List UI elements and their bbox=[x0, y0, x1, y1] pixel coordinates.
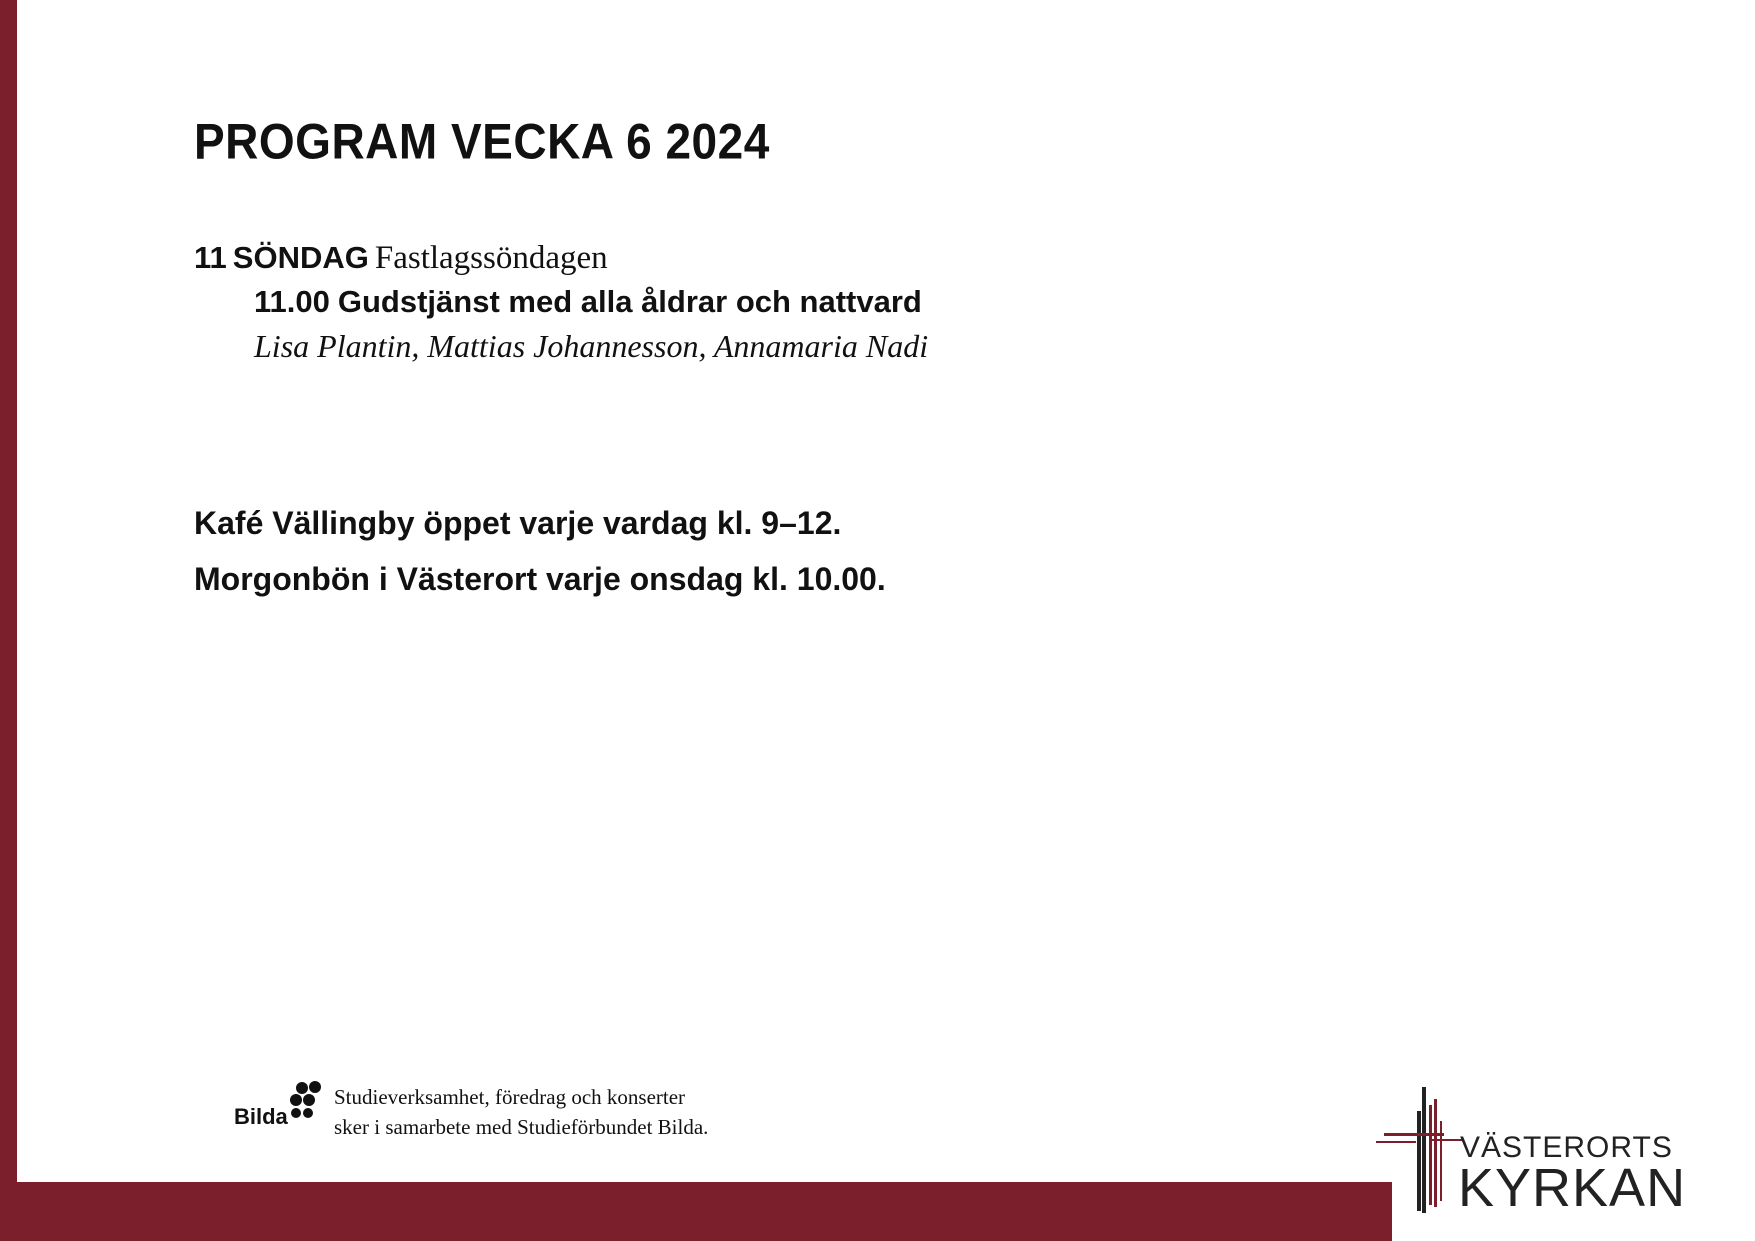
footer-line-1: Studieverksamhet, föredrag och konserter bbox=[334, 1085, 686, 1109]
bilda-logo bbox=[234, 1080, 329, 1132]
bottom-accent-bar bbox=[0, 1182, 1392, 1241]
day-name: SÖNDAG bbox=[232, 240, 369, 275]
bilda-dots-icon bbox=[286, 1080, 326, 1122]
footer-note bbox=[334, 1082, 708, 1142]
event-description: Gudstjänst med alla åldrar och nattvard bbox=[337, 284, 922, 319]
event-people: Lisa Plantin, Mattias Johannesson, Annamaria Nadi bbox=[254, 328, 929, 364]
day-subtitle: Fastlagssöndagen bbox=[374, 240, 608, 276]
event-time: 11.00 bbox=[254, 284, 330, 319]
page-title: PROGRAM VECKA 6 2024 bbox=[194, 113, 770, 170]
notice-cafe: Kafé Vällingby öppet varje vardag kl. 9–12. bbox=[194, 505, 842, 541]
vasterorts-kyrkan-logo bbox=[1374, 1081, 1704, 1216]
event-title bbox=[254, 284, 922, 320]
notice-morning-prayer: Morgonbön i Västerort varje onsdag kl. 10.00. bbox=[194, 561, 886, 597]
footer-line-2: sker i samarbete med Studieförbundet Bilda. bbox=[334, 1115, 709, 1139]
day-heading bbox=[194, 240, 608, 277]
day-number: 11 bbox=[194, 240, 227, 275]
logo-line-2: KYRKAN bbox=[1458, 1158, 1687, 1218]
bilda-logo-text: Bilda bbox=[234, 1104, 288, 1129]
left-accent-bar bbox=[0, 0, 17, 1241]
logo-line-1: VÄSTERORTS bbox=[1460, 1131, 1673, 1164]
